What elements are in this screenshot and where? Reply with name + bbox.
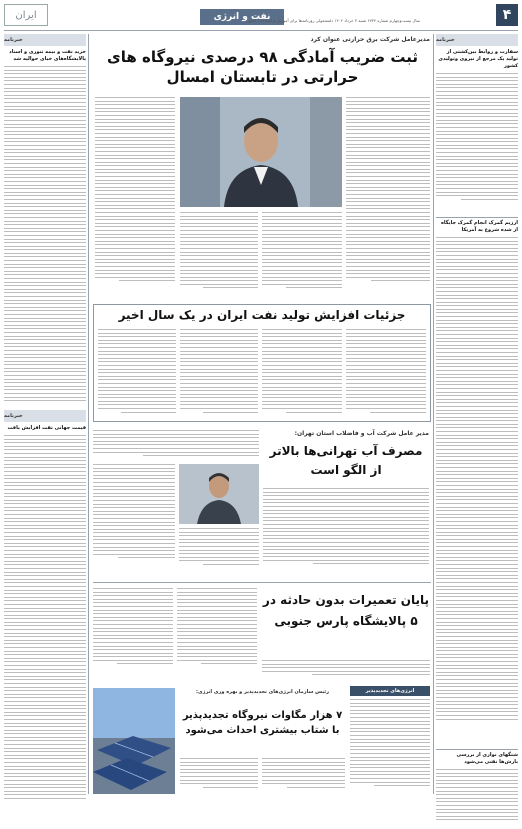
right-story1-title: سفارت و روابط بین‌کشتی از تولید یک مرجع از نیروی وتولیدی کشور (438, 49, 518, 69)
second-body-col-4 (98, 329, 176, 419)
fourth-body-col-b (177, 588, 257, 672)
fifth-body-mid (262, 758, 345, 794)
masthead-rule (4, 30, 518, 31)
newspaper-logo: ایران (4, 4, 48, 26)
right-story1-body (436, 73, 518, 215)
third-body-mid (179, 528, 259, 574)
lead-headline: ثبت ضریب آمادگی ۹۸ درصدی نیروگاه های حرارتی در تابستان امسال (107, 48, 418, 86)
right-column-rule (433, 34, 434, 794)
second-body-col-2 (262, 329, 342, 419)
lead-photo (180, 97, 342, 207)
fifth-body-left (180, 758, 258, 794)
left-story1-body (4, 66, 86, 406)
lead-body-col-3 (180, 212, 258, 297)
left-column-header-2: خبرنامه (4, 410, 86, 422)
right-story3-title: شنگهای نوازی از بررسی بارش‌ها نفتی می‌شود (456, 752, 518, 765)
left-column-rule (88, 34, 89, 794)
lead-kicker: مدیرعامل شرکت برق حرارتی عنوان کرد (310, 36, 430, 43)
lead-body-col-2 (262, 212, 342, 297)
second-body-col-3 (180, 329, 258, 419)
fifth-kicker: رئیس سازمان انرژی‌های تجدیدپذیر و بهره وری انرژی: (195, 689, 330, 695)
fourth-body-top (262, 660, 430, 680)
third-body-left (93, 464, 175, 574)
left-column-header: خبرنامه (4, 34, 86, 46)
third-kicker: مدیر عامل شرکت آب و فاضلاب استان تهران: (294, 430, 429, 437)
fourth-headline: پایان تعمیرات بدون حادثه در ۵ پالایشگاه پارس جنوبی (262, 593, 430, 628)
fifth-headline: ۷ هزار مگاوات نیروگاه تجدیدپذیر با شتاب بیشتری احداث می‌شود (182, 710, 343, 736)
right-divider (436, 217, 518, 218)
third-body-right (263, 488, 429, 574)
fifth-photo (93, 688, 175, 794)
right-news-column (436, 34, 518, 794)
left-story2-body (4, 435, 86, 815)
third-headline: مصرف آب تهرانی‌ها بالاتر از الگو است (269, 444, 423, 477)
lead-body-col-1 (346, 97, 430, 297)
section-band: نفت و انرژی (200, 9, 284, 25)
right-story3-body (436, 769, 518, 829)
second-body-col-1 (346, 329, 426, 419)
third-story (93, 428, 431, 578)
portrait-photo-icon (179, 464, 259, 524)
renewables-tag: انرژی‌های تجدیدپذیر (350, 686, 430, 696)
lead-body-col-4 (95, 97, 175, 297)
issue-line: سال بیست‌وچهارم شماره ۶۷۳۴ شنبه ۳ خرداد ۱۴۰۴ دلمشغولی روزنامه‌ها برای آموزش و اصلاحات کشور (246, 18, 420, 23)
portrait-photo-icon (180, 97, 342, 207)
second-story-box (93, 304, 431, 422)
left-story2-title: قیمت جهانی نفت افزایش یافت (7, 425, 86, 431)
second-headline: جزئیات افزایش تولید نفت ایران در یک سال اخیر (118, 308, 406, 322)
right-story2-title: ارزیم گمرک انجام گمرک جایگاه از شده شروع به آمریکا (440, 220, 518, 233)
solar-panels-photo-icon (93, 688, 175, 794)
fourth-body-col-a (93, 588, 173, 672)
fifth-body-right (350, 699, 430, 794)
section-rule (93, 582, 431, 583)
right-story2-body (436, 237, 518, 747)
third-body-top (93, 430, 259, 460)
left-story1-title: خرید نفت و بیمه تنوری و اسناد پالایشگاه‌های خیای حوالیه شد (9, 49, 86, 62)
right-divider-2 (436, 749, 518, 750)
page-number: ۴ (496, 4, 518, 26)
left-news-column (4, 34, 86, 794)
masthead (0, 0, 522, 30)
right-column-header: خبرنامه (436, 34, 518, 46)
third-photo (179, 464, 259, 524)
